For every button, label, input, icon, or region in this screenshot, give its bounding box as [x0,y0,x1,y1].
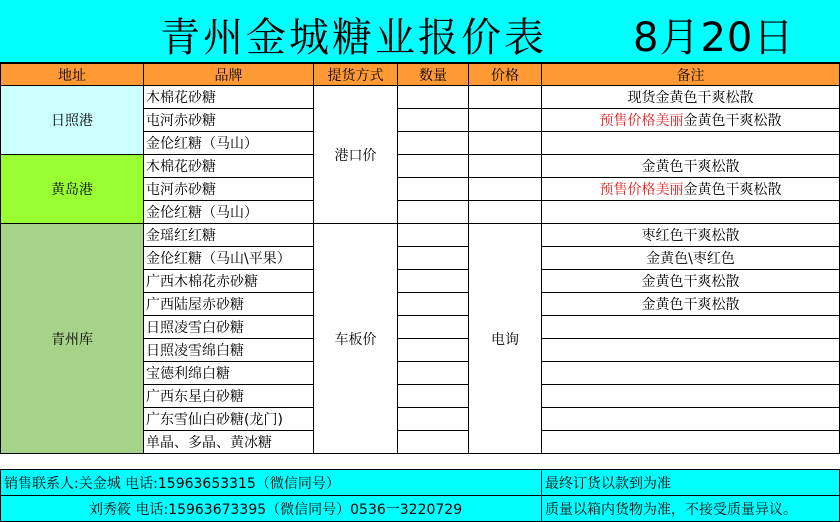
quantity-cell [398,408,469,431]
remark-text: 枣红色干爽松散 [641,228,740,244]
remark-cell [542,316,840,339]
title-bar [0,0,840,63]
header-brand: 品牌 [144,64,314,86]
brand-cell: 广东雪仙白砂糖(龙门) [144,408,314,431]
brand-cell: 金伦红糖（马山） [144,201,314,224]
location-cell: 黄岛港 [1,155,144,224]
brand-cell: 金瑶红红糖 [144,224,314,247]
remark-text: 金黄色干爽松散 [641,297,740,313]
remark-cell [542,132,840,155]
quantity-cell [398,385,469,408]
quantity-cell [398,247,469,270]
remark-cell [542,178,840,201]
price-cell [469,132,542,155]
remark-cell [542,431,840,454]
remark-cell [542,385,840,408]
remark-presale: 预售价格美丽 [599,182,684,198]
brand-cell: 广西陆屋赤砂糖 [144,293,314,316]
pickup-port-cell: 港口价 [314,86,398,224]
header-pickup: 提货方式 [314,64,398,86]
remark-cell [542,362,840,385]
footer-row [1,470,840,496]
remark-cell [542,408,840,431]
header-quantity: 数量 [398,64,469,86]
price-inquiry-cell: 电询 [469,224,542,454]
remark-cell [542,201,840,224]
price-cell [469,155,542,178]
quantity-cell [398,316,469,339]
footer-contact-2: 刘秀筱 电话:15963673395（微信同号）0536一3220729 [1,496,542,522]
brand-cell: 广西木棉花赤砂糖 [144,270,314,293]
brand-cell: 屯河赤砂糖 [144,178,314,201]
quantity-cell [398,362,469,385]
remark-cell [542,155,840,178]
brand-cell: 日照凌雪绵白糖 [144,339,314,362]
table-row [1,155,840,178]
quantity-cell [398,109,469,132]
header-remarks: 备注 [542,64,840,86]
remark-text: 金黄色干爽松散 [683,113,782,129]
remark-cell [542,109,840,132]
quantity-cell [398,270,469,293]
header-row [1,64,840,86]
price-cell [469,109,542,132]
remark-text: 金黄色干爽松散 [641,274,740,290]
brand-cell: 广西东星白砂糖 [144,385,314,408]
quantity-cell [398,339,469,362]
brand-cell: 木棉花砂糖 [144,155,314,178]
location-cell: 青州库 [1,224,144,454]
footer-note-1: 最终订货以款到为准 [542,470,840,496]
footer-contact-1: 销售联系人:关金城 电话:15963653315（微信同号） [1,470,542,496]
remark-cell [542,293,840,316]
quantity-cell [398,132,469,155]
page-title: 青州金城糖业报价表 [160,15,547,61]
remark-text: 现货金黄色干爽松散 [627,90,754,106]
brand-cell: 金伦红糖（马山） [144,132,314,155]
brand-cell: 金伦红糖（马山\平果） [144,247,314,270]
quantity-cell [398,431,469,454]
remark-text: 金黄色\枣红色 [646,251,735,267]
brand-cell: 单晶、多晶、黄冰糖 [144,431,314,454]
remark-cell [542,86,840,109]
brand-cell: 木棉花砂糖 [144,86,314,109]
remark-text: 金黄色干爽松散 [683,182,782,198]
pickup-truck-cell: 车板价 [314,224,398,454]
remark-cell [542,247,840,270]
brand-cell: 宝德利绵白糖 [144,362,314,385]
footer-row [1,496,840,522]
quantity-cell [398,293,469,316]
quantity-cell [398,201,469,224]
quantity-cell [398,178,469,201]
title-date: 8月20日 [633,15,795,61]
quantity-cell [398,155,469,178]
footer-note-2: 质量以箱内货物为准，不接受质量异议。 [542,496,840,522]
remark-cell [542,270,840,293]
price-table [0,63,840,454]
quantity-cell [398,224,469,247]
header-price: 价格 [469,64,542,86]
brand-cell: 日照凌雪白砂糖 [144,316,314,339]
location-cell: 日照港 [1,86,144,155]
remark-presale: 预售价格美丽 [599,113,684,129]
remark-text: 金黄色干爽松散 [641,159,740,175]
table-row [1,86,840,109]
brand-cell: 屯河赤砂糖 [144,109,314,132]
price-cell [469,178,542,201]
remark-cell [542,339,840,362]
remark-cell [542,224,840,247]
footer-table [0,469,840,522]
table-row [1,224,840,247]
price-cell [469,86,542,109]
quantity-cell [398,86,469,109]
price-cell [469,201,542,224]
header-location: 地址 [1,64,144,86]
